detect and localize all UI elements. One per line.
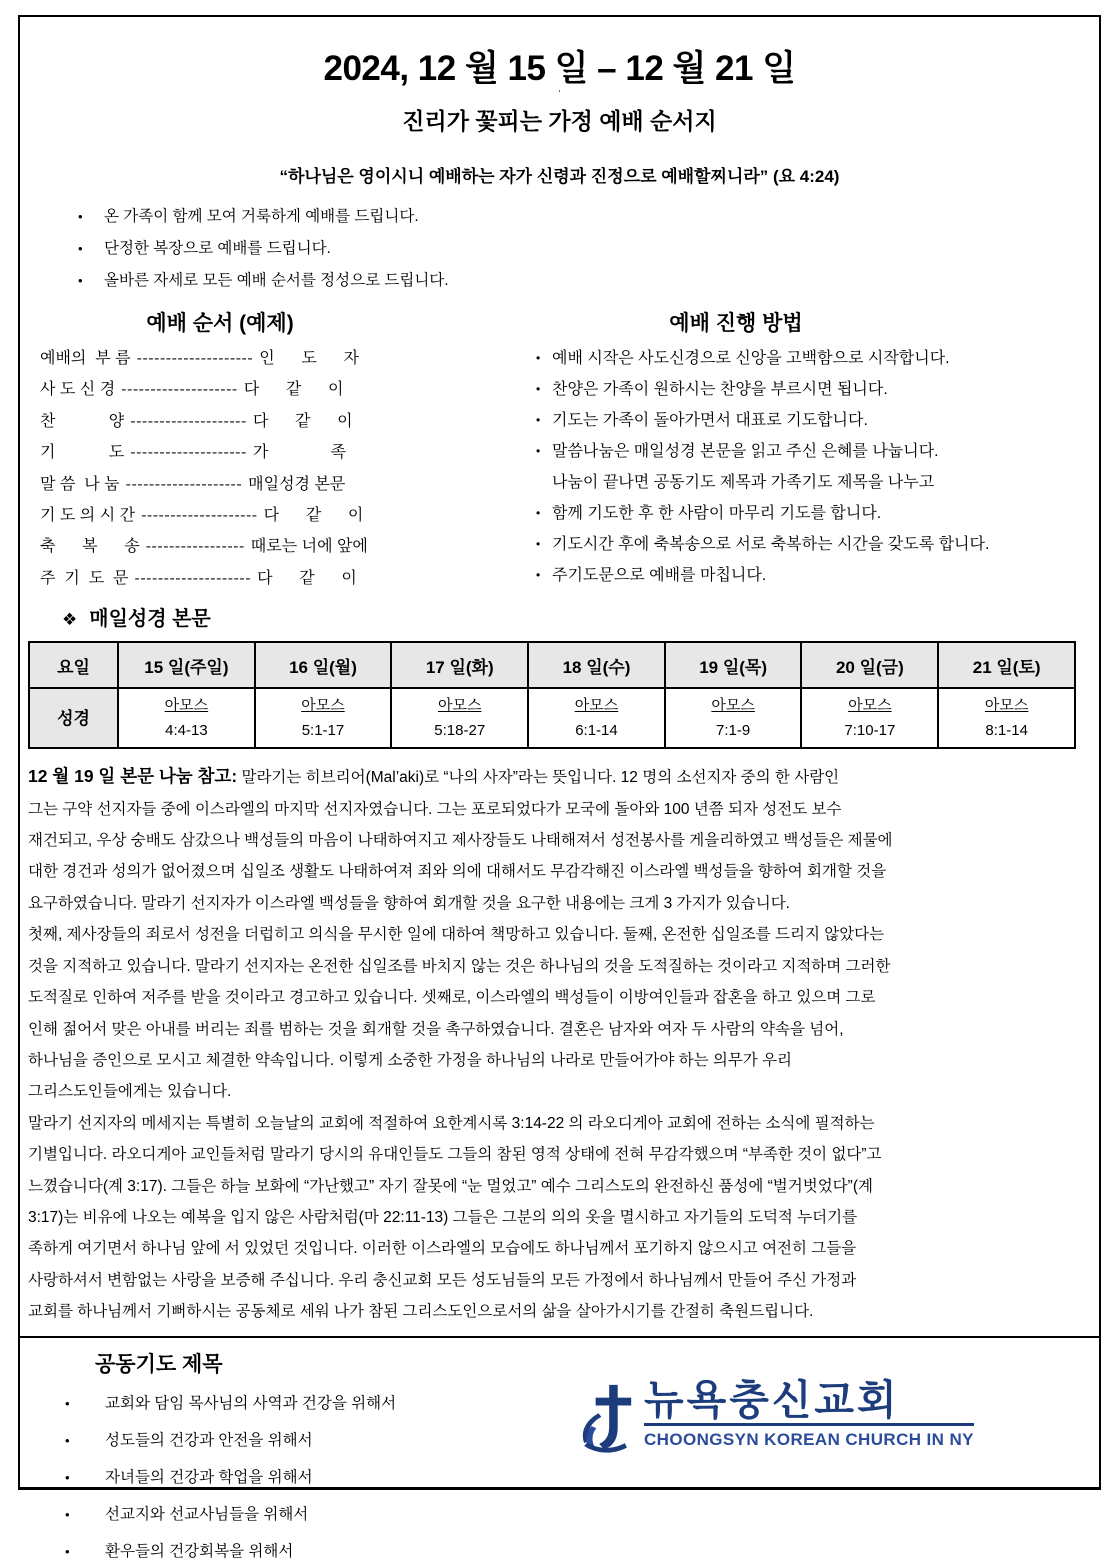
commentary-line: 하나님을 증인으로 모시고 체결한 약속입니다. 이렇게 소중한 가정을 하나님의 나라로 만들어가야 하는 의무가 우리 xyxy=(28,1051,793,1069)
worship-order-column xyxy=(28,309,528,594)
daily-scripture-heading xyxy=(28,602,1091,631)
scripture-reference: 7:10-17 xyxy=(844,722,896,740)
worship-guide-text: 함께 기도한 후 한 사람이 마무리 기도를 합니다. xyxy=(552,505,882,522)
bullet-icon: • xyxy=(536,382,541,396)
intro-bullet-item xyxy=(78,233,1091,265)
scripture-reference: 8:1-14 xyxy=(985,722,1028,740)
order-dash-leader: -------------------- xyxy=(130,444,247,462)
scripture-cell xyxy=(391,688,528,748)
worship-guide-text: 기도는 가족이 돌아가면서 대표로 기도합니다. xyxy=(552,412,868,429)
worship-order-row xyxy=(40,374,528,405)
order-item-value: 다 같 이 xyxy=(263,507,364,525)
bullet-icon: • xyxy=(536,413,541,427)
worship-order-row xyxy=(40,563,528,594)
commentary-line: 교회를 하나님께서 기뻐하시는 공동체로 세워 나가 참된 그리스도인으로서의 삶을 살아가시기를 간절히 축원드립니다. xyxy=(28,1303,814,1321)
table-day-header: 21 일(토) xyxy=(938,642,1075,688)
worship-guide-text: 주기도문으로 예배를 마칩니다. xyxy=(552,567,767,584)
scripture-book: 아모스 xyxy=(984,697,1029,715)
commentary-line: 도적질로 인하여 저주를 받을 것이라고 경고하고 있습니다. 셋째로, 이스라엘의 백성들이 이방여인들과 잡혼을 하고 있으며 그로 xyxy=(28,989,876,1007)
diamond-icon: ❖ xyxy=(62,610,78,630)
scripture-cell xyxy=(118,688,255,748)
worship-order-row xyxy=(40,406,528,437)
scripture-cell xyxy=(938,688,1075,748)
church-logo xyxy=(580,1378,974,1567)
scripture-reference: 4:4-13 xyxy=(165,722,208,740)
intro-bullet-text: 온 가족이 함께 모여 거룩하게 예배를 드립니다. xyxy=(104,208,419,225)
commentary-line: 것을 지적하고 있습니다. 말라기 선지자는 온전한 십일조를 바치지 않는 것은 하나님의 것을 도적질하는 것이라고 지적하며 그러한 xyxy=(28,957,891,975)
table-day-header: 20 일(금) xyxy=(801,642,938,688)
cross-swoosh-icon xyxy=(580,1380,644,1458)
scripture-reference: 5:1-17 xyxy=(301,722,345,740)
order-item-value: 매일성경 본문 xyxy=(248,475,346,493)
order-item-label: 예배의 부 름 xyxy=(40,350,131,367)
table-day-header: 17 일(화) xyxy=(391,642,528,688)
order-item-value: 가 족 xyxy=(252,444,346,462)
scripture-cell xyxy=(528,688,665,748)
prayer-item xyxy=(28,1388,580,1419)
commentary-line: 사랑하셔서 변함없는 사랑을 보증해 주십니다. 우리 충신교회 모든 성도님들의 모든 가정에서 하나님께서 만들어 주신 가정과 xyxy=(28,1271,857,1289)
worship-order-row xyxy=(40,343,528,374)
bullet-icon: • xyxy=(65,1395,70,1411)
daily-scripture-heading-label: 매일성경 본문 xyxy=(89,608,211,631)
commentary-line: 요구하였습니다. 말라기 선지자가 이스라엘 백성들을 향하여 회개할 것을 요구한 내용에는 크게 3 가지가 있습니다. xyxy=(28,894,790,912)
scripture-book: 아모스 xyxy=(164,697,209,715)
worship-guide-line xyxy=(536,498,1091,529)
worship-order-row xyxy=(40,500,528,531)
commentary-line: 그리스도인들에게는 있습니다. xyxy=(28,1083,232,1101)
worship-order-row xyxy=(40,531,528,562)
intro-bullet-item xyxy=(78,265,1091,297)
intro-bullet-text: 올바른 자세로 모든 예배 순서를 정성으로 드립니다. xyxy=(104,272,449,289)
bullet-icon: • xyxy=(78,209,83,224)
table-day-header: 18 일(수) xyxy=(528,642,665,688)
worship-guide-line xyxy=(536,529,1091,560)
table-day-header: 19 일(목) xyxy=(665,642,802,688)
table-header-row xyxy=(29,642,1075,688)
scripture-quote: “하나님은 영이시니 예배하는 자가 신령과 진정으로 예배할찌니라” (요 4:24) xyxy=(279,167,840,186)
worship-guide-line xyxy=(536,343,1091,374)
order-item-label: 사 도 신 경 xyxy=(40,381,116,399)
order-dash-leader: -------------------- xyxy=(130,412,247,430)
page-title: 2024, 12 월 15 일 – 12 월 21 일 xyxy=(323,49,796,88)
commentary-line xyxy=(28,761,1091,793)
scripture-book: 아모스 xyxy=(711,697,755,715)
worship-order-heading: 예배 순서 (예제) xyxy=(146,312,294,335)
worship-guide-text: 나눔이 끝나면 공동기도 제목과 가족기도 제목을 나누고 xyxy=(552,474,935,491)
intro-bullet-list xyxy=(28,201,1091,297)
prayer-list xyxy=(28,1388,580,1567)
bullet-icon: • xyxy=(65,1506,70,1522)
bullet-icon: • xyxy=(536,568,541,582)
scripture-book: 아모스 xyxy=(301,697,345,715)
commentary-line: 대한 경건과 성의가 없어졌으며 십일조 생활도 나태하여져 죄와 의에 대해서도 무감각해진 이스라엘 백성들을 향하여 회개할 것을 xyxy=(28,863,887,881)
intro-bullet-item xyxy=(78,201,1091,233)
table-corner-header: 요일 xyxy=(29,642,118,688)
order-item-label: 주 기 도 문 xyxy=(40,569,129,587)
prayer-item xyxy=(28,1499,580,1530)
prayer-item-text: 성도들의 건강과 안전을 위해서 xyxy=(105,1431,313,1449)
worship-guide-text: 찬양은 가족이 원하시는 찬양을 부르시면 됩니다. xyxy=(552,381,888,398)
order-dash-leader: -------------------- xyxy=(136,350,254,367)
daily-scripture-table xyxy=(28,641,1076,749)
commentary-line: 인해 젊어서 맞은 아내를 버리는 죄를 범하는 것을 회개할 것을 촉구하였습니다. 결혼은 남자와 여자 두 사람의 약속을 넘어, xyxy=(28,1020,844,1038)
prayer-item xyxy=(28,1536,580,1567)
scripture-cell xyxy=(801,688,938,748)
worship-order-row xyxy=(40,469,528,500)
commentary-section xyxy=(28,761,1091,1327)
logo-english-name: CHOONGSYN KOREAN CHURCH IN NY xyxy=(644,1429,974,1449)
prayer-item-text: 교회와 담임 목사님의 사역과 건강을 위해서 xyxy=(105,1394,397,1412)
commentary-line: 첫째, 제사장들의 죄로서 성전을 더럽히고 의식을 무시한 일에 대하여 책망하고 있습니다. 둘째, 온전한 십일조를 드리지 않았다는 xyxy=(28,926,885,944)
scripture-book: 아모스 xyxy=(437,697,482,715)
section-divider xyxy=(20,1336,1099,1338)
commentary-lead: 12 월 19 일 본문 나눔 참고: xyxy=(28,766,238,787)
table-day-header: 15 일(주일) xyxy=(118,642,255,688)
worship-order-row xyxy=(40,437,528,468)
worship-guide-column xyxy=(528,309,1091,594)
logo-rule xyxy=(644,1423,974,1426)
scripture-reference: 7:1-9 xyxy=(716,722,751,740)
bullet-icon: • xyxy=(536,444,541,458)
logo-text-block xyxy=(644,1378,974,1450)
commentary-line: 그는 구약 선지자들 중에 이스라엘의 마지막 선지자였습니다. 그는 포로되었다가 모국에 돌아와 100 년쯤 되자 성전도 보수 xyxy=(28,800,842,818)
commentary-line: 기별입니다. 라오디게아 교인들처럼 말라기 당시의 유대인들도 그들의 참된 영적 상태에 전혀 무감각했으며 “부족한 것이 없다”고 xyxy=(28,1146,882,1164)
commentary-line: 3:17)는 비유에 나오는 예복을 입지 않은 사람처럼(마 22:11-13) 그들은 그분의 의의 옷을 멸시하고 자기들의 도덕적 누더기를 xyxy=(28,1208,858,1226)
worship-guide-line xyxy=(536,374,1091,405)
worship-guide-line xyxy=(536,467,1091,498)
intro-bullet-text: 단정한 복장으로 예배를 드립니다. xyxy=(104,240,331,257)
commentary-line: 족하게 여기면서 하나님 앞에 서 있었던 것입니다. 이러한 이스라엘의 모습에도 하나님께서 포기하지 않으시고 여전히 그들을 xyxy=(28,1240,857,1258)
scripture-reference: 6:1-14 xyxy=(575,722,618,740)
order-item-value: 때로는 너에 앞에 xyxy=(250,538,368,556)
bottom-section xyxy=(28,1342,1091,1567)
order-dash-leader: -------------------- xyxy=(134,569,252,587)
order-item-value: 다 같 이 xyxy=(243,381,344,399)
order-item-label: 기 도 의 시 간 xyxy=(40,507,136,525)
page-subtitle: 진리가 꽃피는 가정 예배 순서지 xyxy=(402,108,717,134)
prayer-item xyxy=(28,1462,580,1493)
prayer-item-text: 환우들의 건강회복을 위해서 xyxy=(105,1542,294,1560)
worship-guide-line xyxy=(536,436,1091,467)
table-row-header: 성경 xyxy=(29,688,118,748)
scripture-book: 아모스 xyxy=(848,697,892,715)
order-item-label: 기 도 xyxy=(40,444,125,462)
bullet-icon: • xyxy=(78,241,83,256)
order-dash-leader: -------------------- xyxy=(141,507,258,525)
order-item-value: 다 같 이 xyxy=(257,569,357,587)
bulletin-page xyxy=(18,15,1101,1560)
bullet-icon: • xyxy=(65,1432,70,1448)
order-item-value: 다 같 이 xyxy=(252,412,353,430)
prayer-item xyxy=(28,1425,580,1456)
commentary-line: 말라기 선지자의 메세지는 특별히 오늘날의 교회에 적절하여 요한계시록 3:14-22 의 라오디게아 교회에 전하는 소식에 필적하는 xyxy=(28,1114,875,1132)
bullet-icon: • xyxy=(65,1469,70,1485)
order-dash-leader: -------------------- xyxy=(125,475,243,493)
commentary-line: 느꼈습니다(계 3:17). 그들은 하늘 보화에 “가난했고” 자기 잘못에 “눈 멀었고” 예수 그리스도의 완전하신 품성에 “벌거벗었다”(계 xyxy=(28,1177,873,1195)
worship-guide-heading: 예배 진행 방법 xyxy=(669,312,803,335)
logo-korean-name: 뉴욕충신교회 xyxy=(644,1376,900,1423)
title-mark: ' xyxy=(558,89,561,100)
worship-order-rows xyxy=(40,343,528,594)
commentary-line: 재건되고, 우상 숭배도 삼갔으나 백성들의 마음이 나태하여지고 제사장들도 나태해져서 성전봉사를 게을리하였고 백성들은 제물에 xyxy=(28,832,893,850)
bullet-icon: • xyxy=(78,273,83,288)
bullet-icon: • xyxy=(536,351,541,365)
scripture-cell xyxy=(255,688,392,748)
prayer-section xyxy=(28,1342,580,1567)
commentary-text: 말라기는 히브리어(Mal’aki)로 “나의 사자”라는 뜻입니다. 12 명의 소선지자 중의 한 사람인 xyxy=(237,769,840,787)
order-dash-leader: -------------------- xyxy=(121,381,238,399)
worship-guide-text: 예배 시작은 사도신경으로 신앙을 고백함으로 시작합니다. xyxy=(552,350,950,367)
order-item-label: 축 복 송 xyxy=(40,538,140,556)
worship-guide-text: 기도시간 후에 축복송으로 서로 축복하는 시간을 갖도록 합니다. xyxy=(552,536,990,553)
bullet-icon: • xyxy=(65,1543,70,1559)
bullet-icon: • xyxy=(536,506,541,520)
table-scripture-row xyxy=(29,688,1075,748)
worship-guide-line xyxy=(536,560,1091,591)
scripture-book: 아모스 xyxy=(574,697,619,715)
bullet-icon: • xyxy=(536,537,541,551)
prayer-heading: 공동기도 제목 xyxy=(95,1352,223,1376)
order-dash-leader: ----------------- xyxy=(145,538,245,556)
table-day-header: 16 일(월) xyxy=(255,642,392,688)
worship-guide-text: 말씀나눔은 매일성경 본문을 읽고 주신 은혜를 나눕니다. xyxy=(552,443,939,460)
order-item-label: 찬 양 xyxy=(40,412,125,430)
prayer-item-text: 선교지와 선교사님들을 위해서 xyxy=(105,1505,309,1523)
prayer-item-text: 자녀들의 건강과 학업을 위해서 xyxy=(105,1468,313,1486)
two-column-section xyxy=(28,309,1091,594)
order-item-label: 말 씀 나 눔 xyxy=(40,475,120,493)
scripture-reference: 5:18-27 xyxy=(434,722,486,740)
worship-guide-lines xyxy=(536,343,1091,591)
scripture-cell xyxy=(665,688,802,748)
worship-guide-line xyxy=(536,405,1091,436)
order-item-value: 인 도 자 xyxy=(259,350,359,367)
